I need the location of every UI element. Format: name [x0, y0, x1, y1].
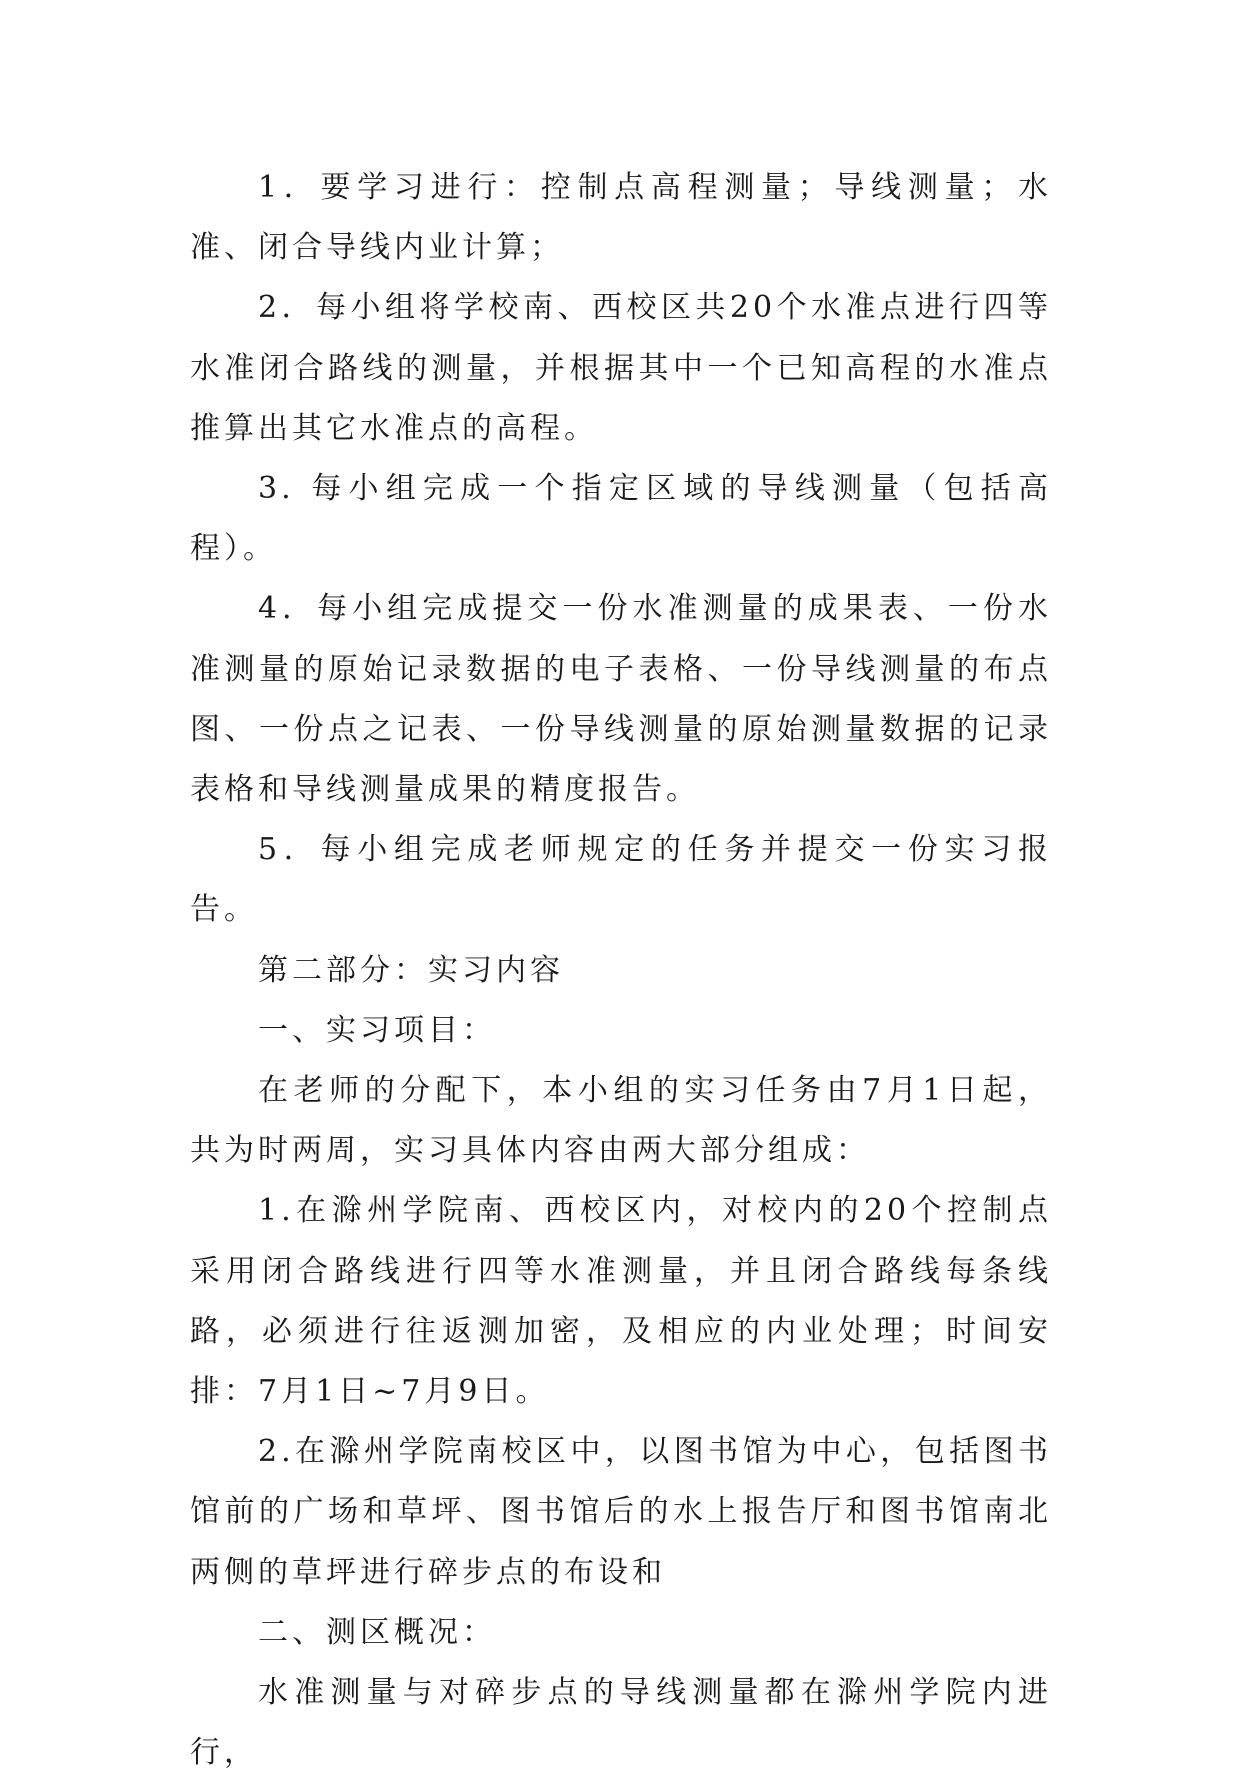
paragraph-task-5: 5．每小组完成老师规定的任务并提交一份实习报告。	[190, 832, 1052, 928]
document-body	[190, 158, 1052, 1783]
paragraph-practice-overview: 在老师的分配下，本小组的实习任务由7月1日起，共为时两周，实习具体内容由两大部分组成：	[190, 1073, 1052, 1169]
paragraph-task-4: 4．每小组完成提交一份水准测量的成果表、一份水准测量的原始记录数据的电子表格、一份导线测量的布点图、一份点之记表、一份导线测量的原始测量数据的记录表格和导线测量成果的精度报告。	[190, 591, 1052, 808]
section-heading-part-two: 第二部分：实习内容	[258, 952, 564, 988]
subheading-survey-area: 二、测区概况：	[258, 1614, 496, 1650]
subheading-practice-items: 一、实习项目：	[258, 1012, 496, 1048]
paragraph-task-1: 1．要学习进行：控制点高程测量；导线测量；水准、闭合导线内业计算；	[190, 170, 1052, 266]
paragraph-item-1: 1.在滁州学院南、西校区内，对校内的20个控制点采用闭合路线进行四等水准测量，并且闭合路线每条线路，必须进行往返测加密，及相应的内业处理；时间安排：7月1日~7月9日。	[190, 1193, 1052, 1410]
paragraph-task-2: 2．每小组将学校南、西校区共20个水准点进行四等水准闭合路线的测量，并根据其中一个已知高程的水准点推算出其它水准点的高程。	[190, 290, 1052, 446]
paragraph-survey-area: 水准测量与对碎步点的导线测量都在滁州学院内进行，	[190, 1675, 1052, 1771]
paragraph-item-2: 2.在滁州学院南校区中，以图书馆为中心，包括图书馆前的广场和草坪、图书馆后的水上报告厅和图书馆南北两侧的草坪进行碎步点的布设和	[190, 1434, 1052, 1590]
paragraph-task-3: 3. 每小组完成一个指定区域的导线测量（包括高程）。	[190, 471, 1052, 567]
